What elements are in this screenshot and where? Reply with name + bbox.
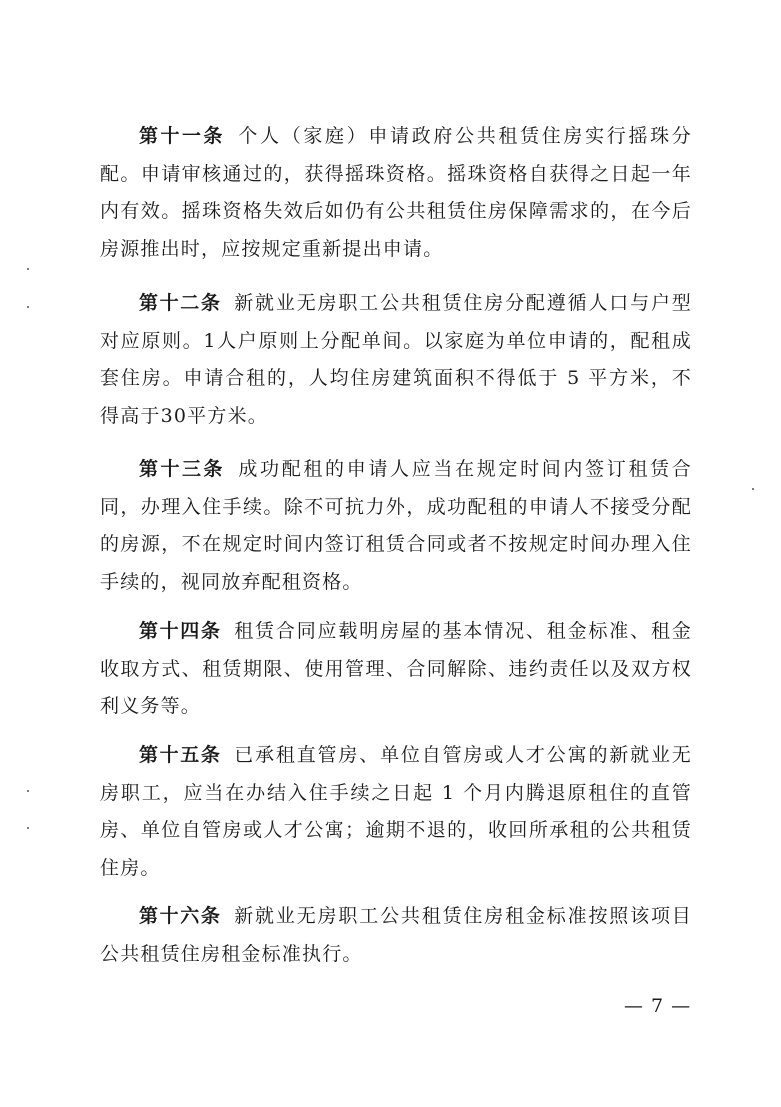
article-15 xyxy=(100,737,692,887)
article-number: 第十一条 xyxy=(139,125,225,147)
article-12 xyxy=(100,285,692,435)
article-text: 成功配租的申请人应当在规定时间内签订租赁合同，办理入住手续。除不可抗力外，成功配租的申请人不接受分配的房源，不在规定时间内签订租赁合同或者不按规定时间办理入住手续的，视同放弃配租资格。 xyxy=(100,458,692,593)
article-11 xyxy=(100,118,692,268)
scan-speck xyxy=(27,268,29,270)
article-number: 第十三条 xyxy=(139,458,225,480)
article-text: 个人（家庭）申请政府公共租赁住房实行摇珠分配。申请审核通过的，获得摇珠资格。摇珠资格自获得之日起一年内有效。摇珠资格失效后如仍有公共租赁住房保障需求的，在今后房源推出时，应按规定重新提出申请。 xyxy=(100,125,692,260)
article-13 xyxy=(100,451,692,601)
article-text: 新就业无房职工公共租赁住房分配遵循人口与户型对应原则。1人户原则上分配单间。以家庭为单位申请的，配租成套住房。申请合租的，人均住房建筑面积不得低于 5 平方米，不得高于30平方米。 xyxy=(100,292,692,427)
article-14 xyxy=(100,613,692,726)
article-text: 新就业无房职工公共租赁住房租金标准按照该项目公共租赁住房租金标准执行。 xyxy=(100,905,692,965)
article-text: 已承租直管房、单位自管房或人才公寓的新就业无房职工，应当在办结入住手续之日起 1 个月内腾退原租住的直管房、单位自管房或人才公寓；逾期不退的，收回所承租的公共租赁住房。 xyxy=(100,744,692,879)
scan-speck xyxy=(752,488,754,490)
article-number: 第十六条 xyxy=(139,905,222,927)
article-text: 租赁合同应载明房屋的基本情况、租金标准、租金收取方式、租赁期限、使用管理、合同解除、违约责任以及双方权利义务等。 xyxy=(100,620,692,717)
article-16 xyxy=(100,898,692,973)
page-number: — 7 — xyxy=(624,995,692,1017)
scan-speck xyxy=(27,827,29,829)
scan-speck xyxy=(27,790,29,792)
scan-speck xyxy=(27,306,29,308)
article-number: 第十五条 xyxy=(139,744,222,766)
article-number: 第十二条 xyxy=(139,292,222,314)
article-number: 第十四条 xyxy=(139,620,222,642)
